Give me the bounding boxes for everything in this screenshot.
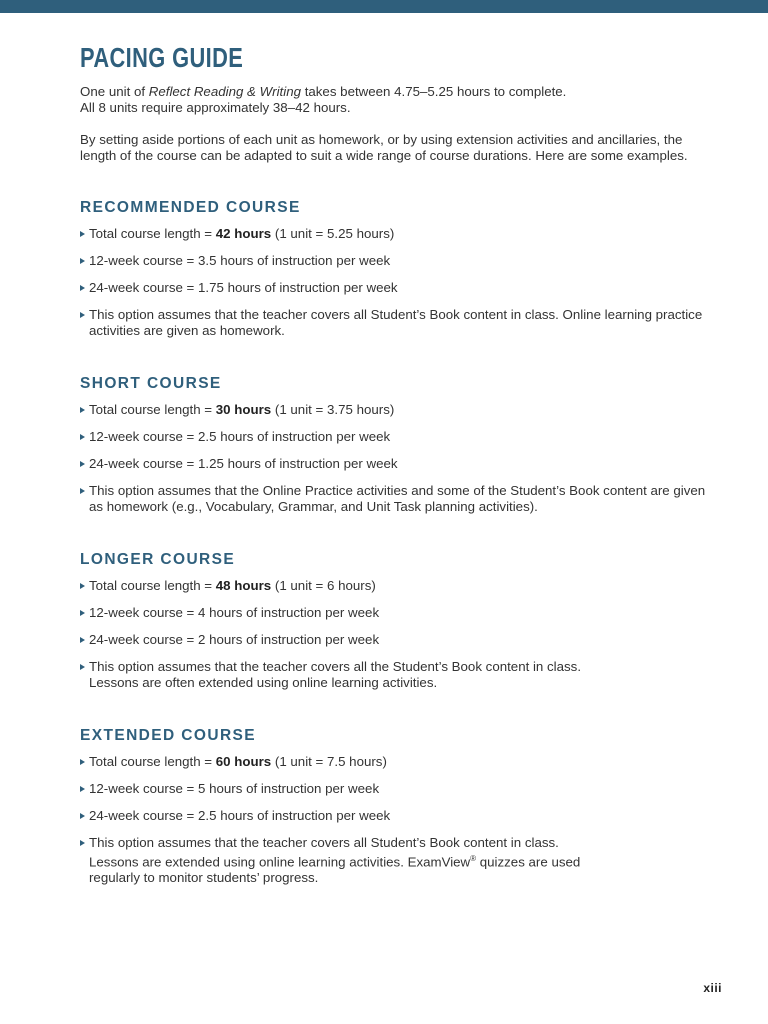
triangle-right-icon xyxy=(80,407,85,413)
triangle-right-icon xyxy=(80,312,85,318)
item-text: 24-week course = 1.75 hours of instruction per week xyxy=(89,280,398,295)
item-text: This option assumes that the teacher covers all Student’s Book content in class. xyxy=(89,835,559,850)
item-text: (1 unit = 5.25 hours) xyxy=(271,226,395,241)
page-title: PACING GUIDE xyxy=(80,42,244,73)
item-text: 24-week course = 1.25 hours of instruction per week xyxy=(89,456,398,471)
item-text: 12-week course = 5 hours of instruction per week xyxy=(89,781,380,796)
section-short-course xyxy=(80,374,720,515)
triangle-right-icon xyxy=(80,786,85,792)
item-text: This option assumes that the teacher covers all Student’s Book content in class. Online learning practice activities are given as homework. xyxy=(89,307,703,338)
item-text: Lessons are often extended using online learning activities. xyxy=(89,675,438,690)
total-hours: 30 hours xyxy=(215,402,272,417)
list-item xyxy=(80,226,720,242)
item-text: Total course length = xyxy=(89,402,216,417)
section-heading: EXTENDED COURSE xyxy=(80,727,257,744)
item-text: regularly to monitor students’ progress. xyxy=(89,870,319,886)
triangle-right-icon xyxy=(80,610,85,616)
list-item xyxy=(80,280,720,296)
list-item xyxy=(80,835,720,886)
list-item xyxy=(80,754,720,770)
section-recommended-course xyxy=(80,198,720,339)
item-text: 24-week course = 2 hours of instruction per week xyxy=(89,632,380,647)
list-item xyxy=(80,429,720,445)
section-heading: SHORT COURSE xyxy=(80,375,222,392)
item-text: (1 unit = 6 hours) xyxy=(271,578,376,593)
intro-text: All 8 units require approximately 38–42 hours. xyxy=(80,100,351,115)
item-text: 12-week course = 4 hours of instruction per week xyxy=(89,605,380,620)
section-longer-course xyxy=(80,550,720,691)
item-text: 24-week course = 2.5 hours of instruction per week xyxy=(89,808,391,823)
triangle-right-icon xyxy=(80,813,85,819)
total-hours: 48 hours xyxy=(215,578,272,593)
list-item xyxy=(80,781,720,797)
section-heading: LONGER COURSE xyxy=(80,551,236,568)
list-item xyxy=(80,402,720,418)
bullet-list xyxy=(80,402,720,515)
page-number: xiii xyxy=(703,981,722,995)
triangle-right-icon xyxy=(80,840,85,846)
intro-block xyxy=(80,40,720,164)
intro-text: One unit of xyxy=(80,84,149,99)
intro-paragraph-1 xyxy=(80,84,720,116)
list-item xyxy=(80,483,720,515)
list-item xyxy=(80,253,720,269)
top-banner-bar xyxy=(0,0,768,13)
item-text: Total course length = xyxy=(89,226,216,241)
triangle-right-icon xyxy=(80,258,85,264)
list-item xyxy=(80,808,720,824)
item-text: 12-week course = 2.5 hours of instruction per week xyxy=(89,429,391,444)
intro-text: takes between 4.75–5.25 hours to complete. xyxy=(301,84,567,99)
bullet-list xyxy=(80,754,720,886)
book-title: Reflect Reading & Writing xyxy=(148,84,301,99)
triangle-right-icon xyxy=(80,664,85,670)
item-text: This option assumes that the Online Practice activities and some of the Student’s Book content are given as homework (e.g., Vocabulary, Grammar, and Unit Task planning activities). xyxy=(89,483,706,514)
list-item xyxy=(80,632,720,648)
section-extended-course xyxy=(80,726,720,886)
triangle-right-icon xyxy=(80,285,85,291)
section-heading: RECOMMENDED COURSE xyxy=(80,199,301,216)
triangle-right-icon xyxy=(80,583,85,589)
item-text: (1 unit = 3.75 hours) xyxy=(271,402,395,417)
bullet-list xyxy=(80,226,720,339)
triangle-right-icon xyxy=(80,434,85,440)
item-text: Total course length = xyxy=(89,754,216,769)
total-hours: 42 hours xyxy=(215,226,272,241)
item-text: Total course length = xyxy=(89,578,216,593)
item-text: Lessons are extended using online learning activities. ExamView xyxy=(89,854,471,870)
item-text: This option assumes that the teacher covers all the Student’s Book content in class. xyxy=(89,659,582,674)
triangle-right-icon xyxy=(80,637,85,643)
total-hours: 60 hours xyxy=(215,754,272,769)
intro-paragraph-2: By setting aside portions of each unit as homework, or by using extension activities and ancillaries, the length of the course can be adapted to suit a wide range of course durations. Here are some examples. xyxy=(80,132,688,163)
item-text: (1 unit = 7.5 hours) xyxy=(271,754,387,769)
triangle-right-icon xyxy=(80,488,85,494)
list-item xyxy=(80,659,720,691)
bullet-list xyxy=(80,578,720,691)
triangle-right-icon xyxy=(80,461,85,467)
triangle-right-icon xyxy=(80,759,85,765)
list-item xyxy=(80,307,720,339)
list-item xyxy=(80,578,720,594)
item-text: quizzes are used xyxy=(476,854,581,870)
triangle-right-icon xyxy=(80,231,85,237)
list-item xyxy=(80,456,720,472)
item-text: 12-week course = 3.5 hours of instruction per week xyxy=(89,253,391,268)
registered-mark: ® xyxy=(470,854,477,863)
list-item xyxy=(80,605,720,621)
